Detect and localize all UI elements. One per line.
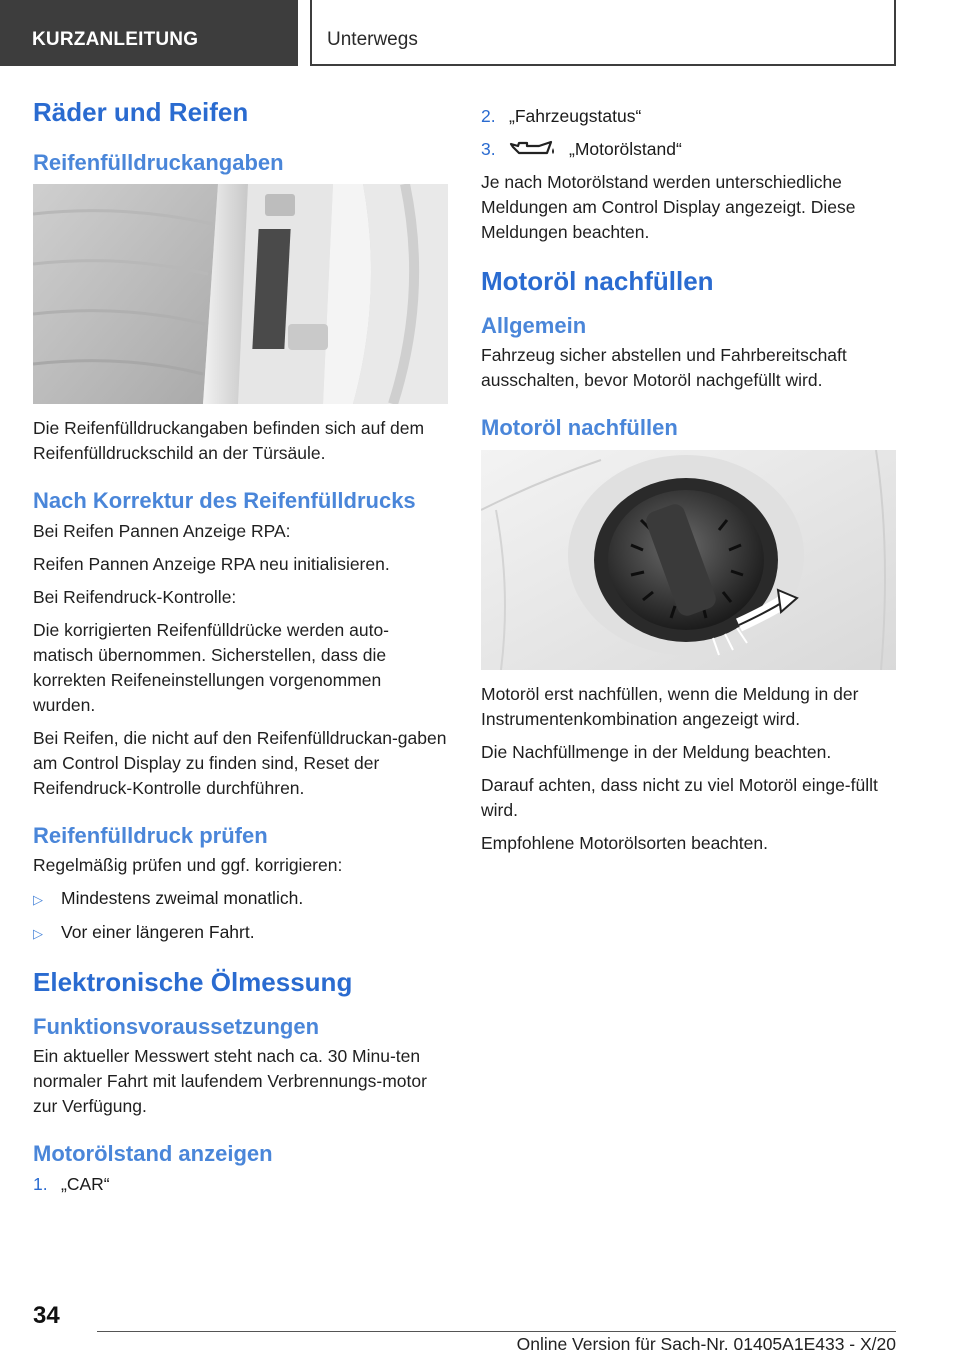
step-text: „Motorölstand“ — [569, 139, 682, 159]
footer-version-text: Online Version für Sach-Nr. 01405A1E433 - X/20 — [516, 1334, 896, 1354]
header-chapter-label: Unterwegs — [327, 29, 418, 50]
oil-filler-cap-illustration — [481, 450, 896, 670]
paragraph-refill-when: Motoröl erst nachfüllen, wenn die Meldung in der Instrumentenkombination angezeigt wird. — [481, 683, 859, 729]
bullet-item — [33, 886, 448, 912]
door-pillar-image — [33, 184, 448, 404]
subheading-refill-oil: Motoröl nachfüllen — [481, 415, 678, 441]
paragraph-tire-pressure-location: Die Reifenfülldruckangaben befinden sich auf dem Reifenfülldruckschild an der Türsäule. — [33, 418, 425, 464]
paragraph-park-safely: Fahrzeug sicher abstellen und Fahrbereitschaft ausschalten, bevor Motoröl nachgefüllt wird. — [481, 345, 847, 391]
section-title-wheels: Räder und Reifen — [33, 97, 249, 127]
section-title-refill-oil: Motoröl nachfüllen — [481, 266, 714, 296]
paragraph-no-overfill: Darauf achten, dass nicht zu viel Motoröl einge-füllt wird. — [481, 774, 878, 820]
left-column — [33, 98, 448, 1205]
step-text: „Fahrzeugstatus“ — [509, 106, 642, 126]
step-item — [481, 137, 896, 162]
door-pillar-illustration — [33, 184, 448, 404]
paragraph-tpm-auto: Die korrigierten Reifenfülldrücke werden auto-matisch übernommen. Sicherstellen, dass die korrekten Reifeneinstellungen vorgenommen wurden. — [33, 619, 390, 715]
paragraph-recommended-oils: Empfohlene Motorölsorten beachten. — [481, 832, 768, 853]
page-number: 34 — [33, 1302, 60, 1329]
subheading-tire-pressure-info: Reifenfülldruckangaben — [33, 149, 284, 175]
bullet-triangle-icon: ▷ — [33, 892, 43, 908]
bullet-triangle-icon: ▷ — [33, 926, 43, 942]
right-column — [481, 104, 896, 864]
subheading-check-pressure: Reifenfülldruck prüfen — [33, 822, 268, 848]
paragraph-oil-messages: Je nach Motorölstand werden unterschiedliche Meldungen am Control Display angezeigt. Diese Meldungen beachten. — [481, 172, 856, 242]
paragraph-check-regularly: Regelmäßig prüfen und ggf. korrigieren: — [33, 855, 343, 876]
subheading-after-correction: Nach Korrektur des Reifenfülldrucks — [33, 488, 416, 514]
step-number: 2. — [481, 106, 496, 126]
oil-can-icon — [509, 138, 557, 160]
bullet-text: Vor einer längeren Fahrt. — [61, 922, 255, 943]
paragraph-tpm-reset: Bei Reifen, die nicht auf den Reifenfülldruckan-gaben am Control Display zu finden sind, Reset der Reifendruck-Kontrolle durchführen. — [33, 727, 447, 798]
paragraph-rpa-label: Bei Reifen Pannen Anzeige RPA: — [33, 520, 291, 541]
step-number: 1. — [33, 1173, 48, 1194]
subheading-show-oil-level: Motorölstand anzeigen — [33, 1141, 273, 1167]
header-section-label: KURZANLEITUNG — [32, 29, 199, 50]
subheading-prerequisites: Funktionsvoraussetzungen — [33, 1013, 320, 1039]
header-section-tab — [0, 0, 298, 66]
footer-divider — [97, 1331, 896, 1332]
paragraph-tpm-label: Bei Reifendruck-Kontrolle: — [33, 586, 237, 607]
oil-filler-cap-image — [481, 450, 896, 670]
step-number: 3. — [481, 139, 496, 159]
step-text: „CAR“ — [61, 1173, 110, 1194]
step-item — [481, 104, 896, 129]
section-title-oil-measurement: Elektronische Ölmessung — [33, 967, 353, 998]
header-chapter-tab — [310, 0, 896, 66]
step-item — [33, 1172, 448, 1197]
bullet-item — [33, 920, 448, 946]
paragraph-rpa-init: Reifen Pannen Anzeige RPA neu initialisieren. — [33, 553, 390, 574]
subheading-general: Allgemein — [481, 312, 587, 338]
bullet-text: Mindestens zweimal monatlich. — [61, 888, 304, 909]
paragraph-refill-amount: Die Nachfüllmenge in der Meldung beachten. — [481, 741, 832, 762]
paragraph-measurement-availability: Ein aktueller Messwert steht nach ca. 30 Minu-ten normaler Fahrt mit laufendem Verbrennungs-motor zur Verfügung. — [33, 1046, 427, 1117]
